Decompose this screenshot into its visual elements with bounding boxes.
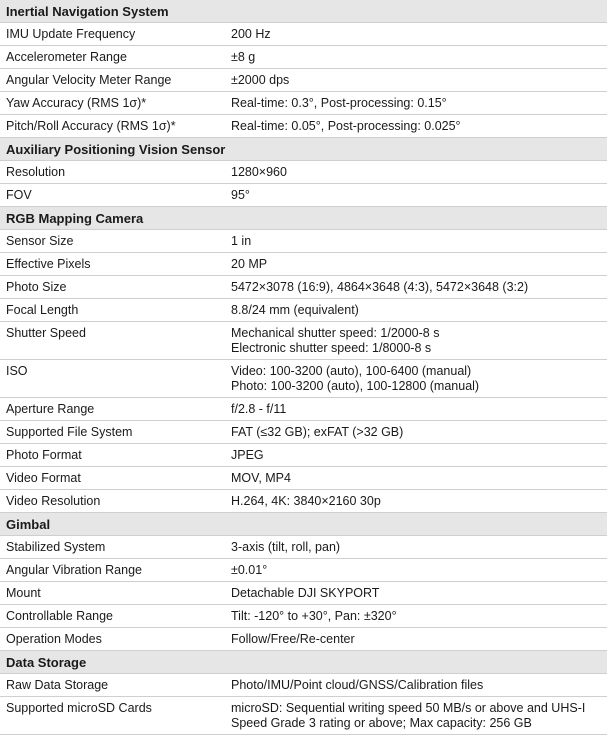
- spec-value: [223, 605, 607, 627]
- spec-row: [0, 69, 607, 92]
- spec-value-line: Photo/IMU/Point cloud/GNSS/Calibration files: [231, 677, 484, 692]
- spec-label: Yaw Accuracy (RMS 1σ)*: [6, 96, 147, 110]
- spec-row: [0, 184, 607, 207]
- spec-value: [223, 299, 607, 321]
- spec-value-line: 8.8/24 mm (equivalent): [231, 302, 359, 317]
- spec-value-line: Mechanical shutter speed: 1/2000-8 s: [231, 326, 440, 340]
- spec-value: [223, 421, 607, 443]
- spec-value-line: JPEG: [231, 447, 264, 462]
- spec-value: [223, 184, 607, 206]
- spec-row: [0, 92, 607, 115]
- spec-row: [0, 582, 607, 605]
- spec-row: [0, 230, 607, 253]
- spec-value: [223, 276, 607, 298]
- spec-label: Angular Vibration Range: [6, 563, 142, 577]
- section-header: RGB Mapping Camera: [0, 207, 607, 230]
- spec-row: [0, 559, 607, 582]
- spec-value: [223, 674, 607, 696]
- spec-row: [0, 467, 607, 490]
- spec-value: [223, 490, 607, 512]
- spec-label: Photo Format: [6, 448, 82, 462]
- spec-row: [0, 674, 607, 697]
- spec-value-line: 1280×960: [231, 164, 287, 179]
- section-header: Gimbal: [0, 513, 607, 536]
- spec-value: [223, 161, 607, 183]
- spec-label: Resolution: [6, 165, 66, 179]
- spec-label: Controllable Range: [6, 609, 114, 623]
- spec-value-line: ±0.01°: [231, 562, 268, 577]
- spec-value: [223, 697, 607, 734]
- section-header: Auxiliary Positioning Vision Sensor: [0, 138, 607, 161]
- spec-value-line: Real-time: 0.05°, Post-processing: 0.025°: [231, 118, 461, 133]
- spec-value-line: Follow/Free/Re-center: [231, 631, 355, 646]
- spec-value-line: Real-time: 0.3°, Post-processing: 0.15°: [231, 95, 447, 110]
- spec-row: [0, 490, 607, 513]
- spec-label: IMU Update Frequency: [6, 27, 136, 41]
- spec-row: [0, 444, 607, 467]
- spec-value-line: 200 Hz: [231, 26, 271, 41]
- spec-label: Sensor Size: [6, 234, 74, 248]
- spec-row: [0, 697, 607, 735]
- spec-row: [0, 23, 607, 46]
- spec-value-line: f/2.8 - f/11: [231, 401, 287, 416]
- spec-value: [223, 253, 607, 275]
- spec-value-line: 20 MP: [231, 256, 268, 271]
- spec-value: [223, 536, 607, 558]
- spec-label: Pitch/Roll Accuracy (RMS 1σ)*: [6, 119, 176, 133]
- section-header: Data Storage: [0, 651, 607, 674]
- spec-value: [223, 467, 607, 489]
- spec-value-line: Speed Grade 3 rating or above; Max capacity: 256 GB: [231, 716, 532, 730]
- spec-row: [0, 536, 607, 559]
- spec-label: Video Resolution: [6, 494, 101, 508]
- spec-row: [0, 628, 607, 651]
- spec-value-line: 1 in: [231, 233, 252, 248]
- spec-value-line: Photo: 100-3200 (auto), 100-12800 (manual): [231, 379, 480, 393]
- spec-label: Effective Pixels: [6, 257, 91, 271]
- spec-value: [223, 69, 607, 91]
- spec-row: [0, 161, 607, 184]
- spec-row: [0, 299, 607, 322]
- spec-value-line: FAT (≤32 GB); exFAT (>32 GB): [231, 424, 404, 439]
- spec-value-line: 3-axis (tilt, roll, pan): [231, 539, 341, 554]
- spec-value: [223, 230, 607, 252]
- spec-label: Supported microSD Cards: [6, 701, 152, 715]
- spec-row: [0, 276, 607, 299]
- spec-value-line: Tilt: -120° to +30°, Pan: ±320°: [231, 608, 397, 623]
- spec-value-line: ±2000 dps: [231, 72, 290, 87]
- spec-row: [0, 398, 607, 421]
- spec-label: Photo Size: [6, 280, 67, 294]
- section-header: Inertial Navigation System: [0, 0, 607, 23]
- spec-label: FOV: [6, 188, 32, 202]
- spec-value-line: Detachable DJI SKYPORT: [231, 585, 380, 600]
- spec-label: ISO: [6, 364, 28, 378]
- spec-label: Aperture Range: [6, 402, 95, 416]
- spec-value: [223, 23, 607, 45]
- spec-value-line: 95°: [231, 187, 250, 202]
- spec-value-line: H.264, 4K: 3840×2160 30p: [231, 493, 381, 508]
- spec-value: [223, 92, 607, 114]
- spec-value-line: 5472×3078 (16:9), 4864×3648 (4:3), 5472×3648 (3:2): [231, 279, 529, 294]
- spec-value-line: ±8 g: [231, 49, 256, 64]
- spec-label: Accelerometer Range: [6, 50, 127, 64]
- spec-value-line: MOV, MP4: [231, 470, 291, 485]
- spec-row: [0, 421, 607, 444]
- spec-row: [0, 360, 607, 398]
- spec-value: [223, 322, 607, 359]
- spec-label: Video Format: [6, 471, 81, 485]
- spec-value-line: microSD: Sequential writing speed 50 MB/s or above and UHS-I: [231, 701, 586, 715]
- spec-row: [0, 253, 607, 276]
- spec-label: Operation Modes: [6, 632, 102, 646]
- spec-label: Shutter Speed: [6, 326, 86, 340]
- spec-row: [0, 115, 607, 138]
- spec-value: [223, 628, 607, 650]
- spec-value: [223, 360, 607, 397]
- spec-value: [223, 115, 607, 137]
- spec-label: Raw Data Storage: [6, 678, 109, 692]
- spec-value: [223, 46, 607, 68]
- spec-label: Stabilized System: [6, 540, 106, 554]
- spec-row: [0, 46, 607, 69]
- spec-label: Angular Velocity Meter Range: [6, 73, 172, 87]
- spec-value-line: Electronic shutter speed: 1/8000-8 s: [231, 341, 432, 355]
- spec-value-line: Video: 100-3200 (auto), 100-6400 (manual): [231, 364, 472, 378]
- spec-value: [223, 582, 607, 604]
- spec-value: [223, 398, 607, 420]
- spec-value: [223, 444, 607, 466]
- spec-value: [223, 559, 607, 581]
- spec-label: Focal Length: [6, 303, 79, 317]
- spec-row: [0, 322, 607, 360]
- spec-label: Mount: [6, 586, 41, 600]
- spec-label: Supported File System: [6, 425, 133, 439]
- spec-row: [0, 605, 607, 628]
